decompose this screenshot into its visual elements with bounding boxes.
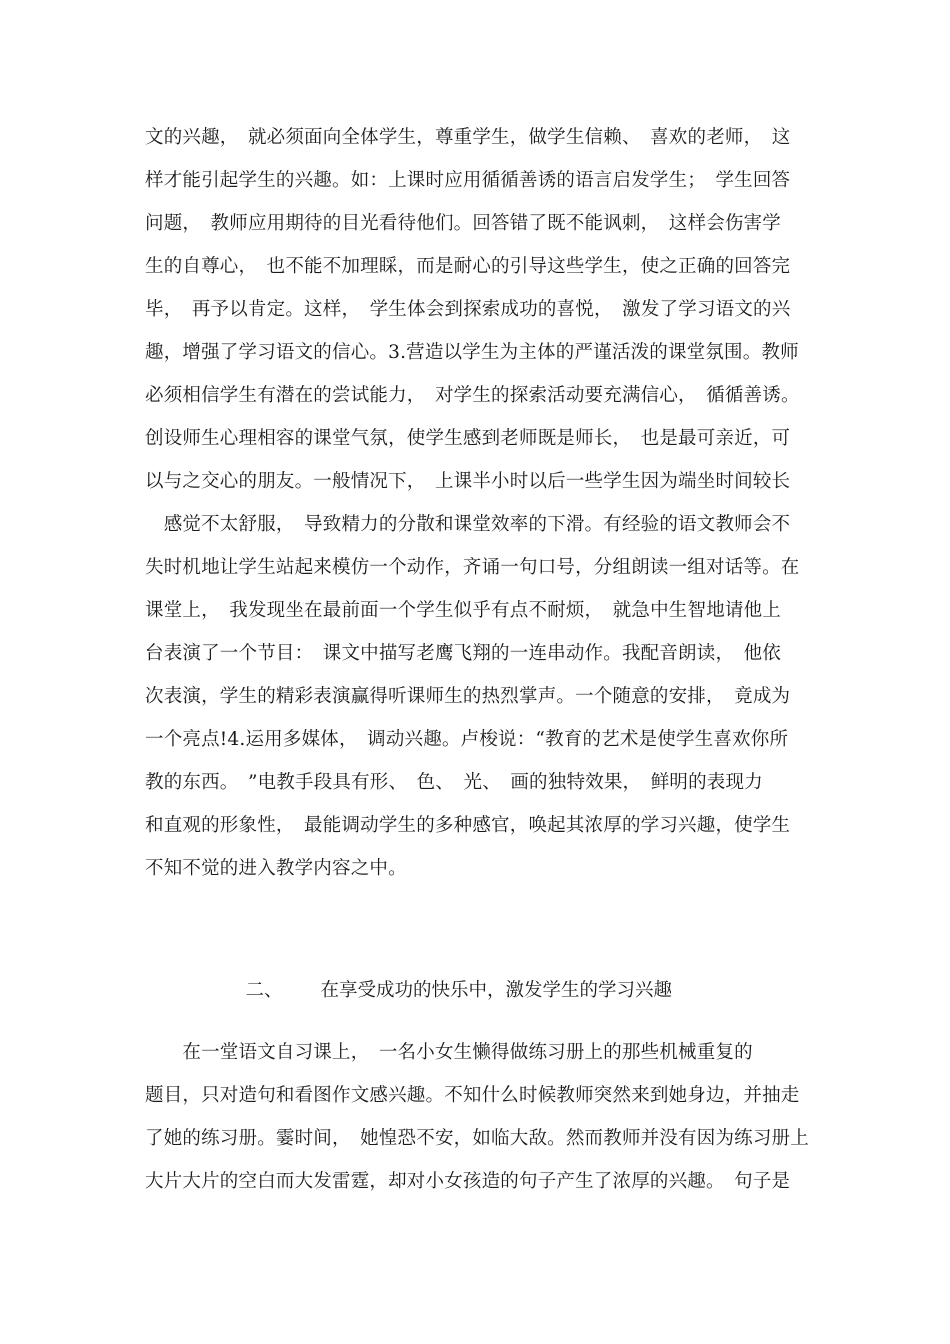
paragraph-line: 课堂上， 我发现坐在最前面一个学生似乎有点不耐烦， 就急中生智地请他上 [145,600,782,621]
paragraph-line: 和直观的形象性， 最能调动学生的多种感官，唤起其浓厚的学习兴趣，使学生 [145,815,791,836]
paragraph-line: 教的东西。 ”电教手段具有形、 色、 光、 画的独特效果， 鲜明的表现力 [145,772,763,793]
section-number: 二、 [245,980,283,1001]
paragraph-line: 样才能引起学生的兴趣。如：上课时应用循循善诱的语言启发学生； 学生回答 [145,170,791,191]
paragraph-line: 题目，只对造句和看图作文感兴趣。不知什么时候教师突然来到她身边，并抽走 [145,1085,800,1106]
paragraph-line: 毕， 再予以肯定。这样， 学生体会到探索成功的喜悦， 激发了学习语文的兴 [145,299,791,320]
paragraph-line: 生的自尊心， 也不能不加理睬，而是耐心的引导这些学生，使之正确的回答完 [145,256,791,277]
paragraph-line: 必须相信学生有潜在的尝试能力， 对学生的探索活动要充满信心， 循循善诱。 [145,385,800,406]
paragraph-line: 了她的练习册。霎时间， 她惶恐不安，如临大敌。然而教师并没有因为练习册上 [145,1128,809,1149]
paragraph-line: 大片大片的空白而大发雷霆，却对小女孩造的句子产生了浓厚的兴趣。 句子是 [145,1171,791,1192]
paragraph-line: 文的兴趣， 就必须面向全体学生，尊重学生，做学生信赖、 喜欢的老师， 这 [145,127,791,148]
section-title: 在享受成功的快乐中，激发学生的学习兴趣 [320,980,673,1001]
section-heading [222,955,672,1027]
paragraph-line: 感觉不太舒服， 导致精力的分散和课堂效率的下滑。有经验的语文教师会不 [145,514,791,535]
paragraph-line: 问题， 教师应用期待的目光看待他们。回答错了既不能讽刺， 这样会伤害学 [145,213,782,234]
paragraph-line: 台表演了一个节目： 课文中描写老鹰飞翔的一连串动作。我配音朗读， 他依 [145,643,782,664]
paragraph-line: 趣，增强了学习语文的信心。3.营造以学生为主体的严谨活泼的课堂氛围。教师 [145,342,799,363]
paragraph-line: 失时机地让学生站起来模仿一个动作，齐诵一句口号，分组朗读一组对话等。在 [145,557,800,578]
paragraph-line: 以与之交心的朋友。一般情况下， 上课半小时以后一些学生因为端坐时间较长 [145,471,791,492]
paragraph-line: 次表演，学生的精彩表演赢得听课师生的热烈掌声。一个随意的安排， 竟成为 [145,686,791,707]
paragraph-line: 创设师生心理相容的课堂气氛，使学生感到老师既是师长， 也是最可亲近，可 [145,428,791,449]
paragraph-line: 不知不觉的进入教学内容之中。 [145,858,407,879]
paragraph-line: 一个亮点!4.运用多媒体， 调动兴趣。卢梭说：“教育的艺术是使学生喜欢你所 [145,729,789,750]
paragraph-line: 在一堂语文自习课上， 一名小女生懒得做练习册上的那些机械重复的 [145,1042,753,1063]
